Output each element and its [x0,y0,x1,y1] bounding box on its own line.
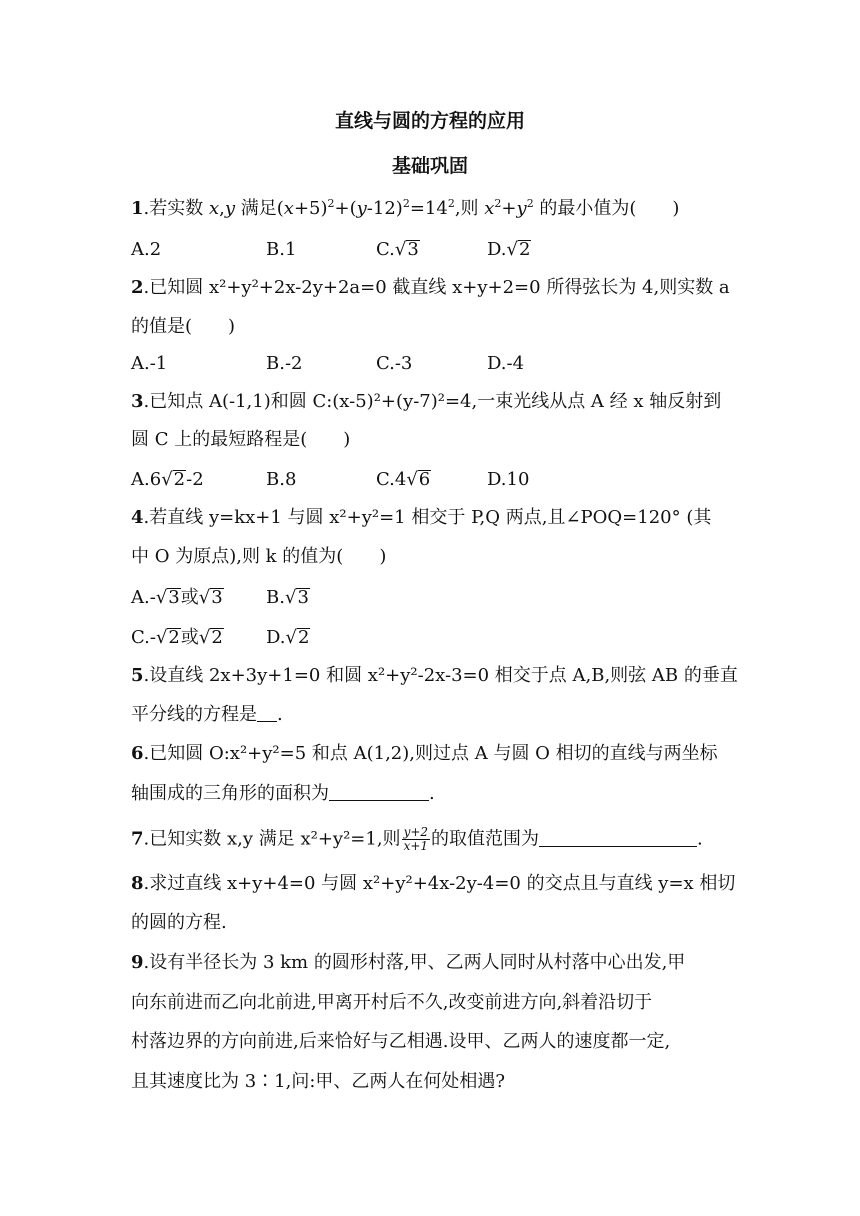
var: x [283,198,294,219]
question-8 [131,872,735,896]
question-text: 的取值范围为 [431,828,540,850]
question-2 [131,276,730,300]
period: . [697,828,703,850]
q4-option-a [131,586,224,610]
q4-option-b [266,586,310,610]
period: . [429,783,435,804]
text: ,则 [454,198,485,219]
or-text: 或 [180,627,199,648]
question-number: 4 [131,507,144,528]
option-label: C. [376,239,395,260]
text: =14 [409,198,448,219]
question-number: 7 [131,828,144,850]
var: x [208,198,220,219]
q2-option-c: C.-3 [376,353,413,374]
question-text: .已知点 A(-1,1)和圆 C:(x-5)²+(y-7)²=4,一束光线从点 A 经 x 轴反射到 [143,391,722,412]
question-6 [131,742,718,766]
exponent: 2 [494,197,502,210]
sqrt-symbol: √3 [155,587,180,608]
question-text: .设有半径长为 3 km 的圆形村落,甲、乙两人同时从村落中心出发,甲 [143,952,686,973]
question-number: 5 [131,665,144,686]
q1-option-c [376,238,420,262]
sqrt-symbol: √2 [161,469,186,490]
question-7 [131,826,703,853]
q3-option-a [131,468,204,492]
question-2-cont: 的值是( ) [131,316,236,337]
question-text: .已知圆 O:x²+y²=5 和点 A(1,2),则过点 A 与圆 O 相切的直线与两坐标 [143,743,718,764]
q4-option-c [131,626,224,650]
question-number: 3 [131,391,144,412]
radicand: 2 [168,627,180,648]
q4-option-d [266,626,310,650]
exponent: 2 [526,197,534,210]
question-5-cont [131,703,283,727]
option-label: A.- [131,587,156,608]
question-text: .若直线 y=kx+1 与圆 x²+y²=1 相交于 P,Q 两点,且∠POQ=120° (其 [143,507,712,528]
exponent: 2 [447,197,455,210]
question-9-cont-3: 且其速度比为 3∶1,问:甲、乙两人在何处相遇? [131,1071,506,1092]
option-label: C.- [131,627,156,648]
q3-option-b: B.8 [266,469,297,490]
text: +5) [293,198,328,219]
question-text: .设直线 2x+3y+1=0 和圆 x²+y²-2x-3=0 相交于点 A,B,则弦 AB 的垂直 [143,665,738,686]
var: y [356,198,367,219]
question-4 [131,506,711,530]
radicand: 2 [173,469,186,490]
sqrt-symbol: √2 [198,627,223,648]
period: . [277,704,283,725]
text: + [501,198,517,219]
sqrt-symbol: √2 [155,627,180,648]
question-number: 9 [131,952,144,973]
sqrt-symbol: √3 [394,239,419,260]
question-text: 平分线的方程是 [131,704,257,725]
question-9-cont-2: 村落边界的方向前进,后来恰好与乙相遇.设甲、乙两人的速度都一定, [131,1031,671,1052]
fraction [402,826,430,853]
fraction-numerator: y+2 [403,825,429,839]
option-text: -2 [186,469,204,490]
answer-blank[interactable] [257,705,277,722]
question-1 [131,197,679,221]
answer-blank[interactable] [539,830,697,847]
q2-option-a: A.-1 [131,353,168,374]
radicand: 6 [418,469,431,490]
option-label: D. [487,239,507,260]
sqrt-symbol: √3 [284,587,309,608]
option-label: B. [266,587,285,608]
text: , [219,198,225,219]
exponent: 2 [327,197,335,210]
question-4-cont: 中 O 为原点),则 k 的值为( ) [131,546,387,567]
var: y [224,198,236,219]
question-text: .已知实数 x,y 满足 x²+y²=1,则 [143,828,401,850]
q2-option-b: B.-2 [266,353,303,374]
sqrt-symbol: √2 [506,239,531,260]
text: 的最小值为( ) [533,198,680,219]
q3-option-d: D.10 [487,469,530,490]
sqrt-symbol: √2 [285,627,310,648]
question-8-cont: 的圆的方程. [131,912,227,933]
q1-option-b: B.1 [266,239,297,260]
var: y [516,198,527,219]
text: 满足( [235,198,284,219]
radicand: 3 [297,587,309,608]
radicand: 3 [211,587,223,608]
option-label: A.6 [131,469,162,490]
question-3-cont: 圆 C 上的最短路程是( ) [131,429,351,450]
question-text: .求过直线 x+y+4=0 与圆 x²+y²+4x-2y-4=0 的交点且与直线 y=x 相切 [143,873,736,894]
section-heading: 基础巩固 [391,155,468,177]
question-number: 2 [131,277,144,298]
q1-option-a: A.2 [131,239,162,260]
question-text: .已知圆 x²+y²+2x-2y+2a=0 截直线 x+y+2=0 所得弦长为 4,则实数 a [143,277,730,298]
q3-option-c [376,468,431,492]
q2-option-d: D.-4 [487,353,525,374]
radicand: 2 [211,627,223,648]
question-9-cont-1: 向东前进而乙向北前进,甲离开村后不久,改变前进方向,斜着沿切于 [131,992,653,1013]
var: x [484,198,495,219]
text: +( [334,198,357,219]
question-number: 8 [131,873,144,894]
document-title: 直线与圆的方程的应用 [334,110,525,132]
fraction-denominator: x+1 [403,839,429,853]
question-3 [131,390,721,414]
radicand: 3 [407,239,419,260]
q1-option-d [487,238,531,262]
option-label: C.4 [376,469,407,490]
radicand: 2 [298,627,310,648]
question-number: 6 [131,743,144,764]
answer-blank[interactable] [329,784,429,801]
text: .若实数 [143,198,209,219]
question-number: 1 [131,198,144,219]
radicand: 3 [168,587,180,608]
exponent: 2 [402,197,410,210]
radicand: 2 [519,239,531,260]
question-6-cont [131,782,435,806]
question-5 [131,664,738,688]
sqrt-symbol: √3 [198,587,223,608]
text: -12) [366,198,403,219]
question-text: 轴围成的三角形的面积为 [131,783,329,804]
option-label: D. [266,627,286,648]
or-text: 或 [180,587,199,608]
sqrt-symbol: √6 [406,469,431,490]
question-9 [131,951,685,975]
